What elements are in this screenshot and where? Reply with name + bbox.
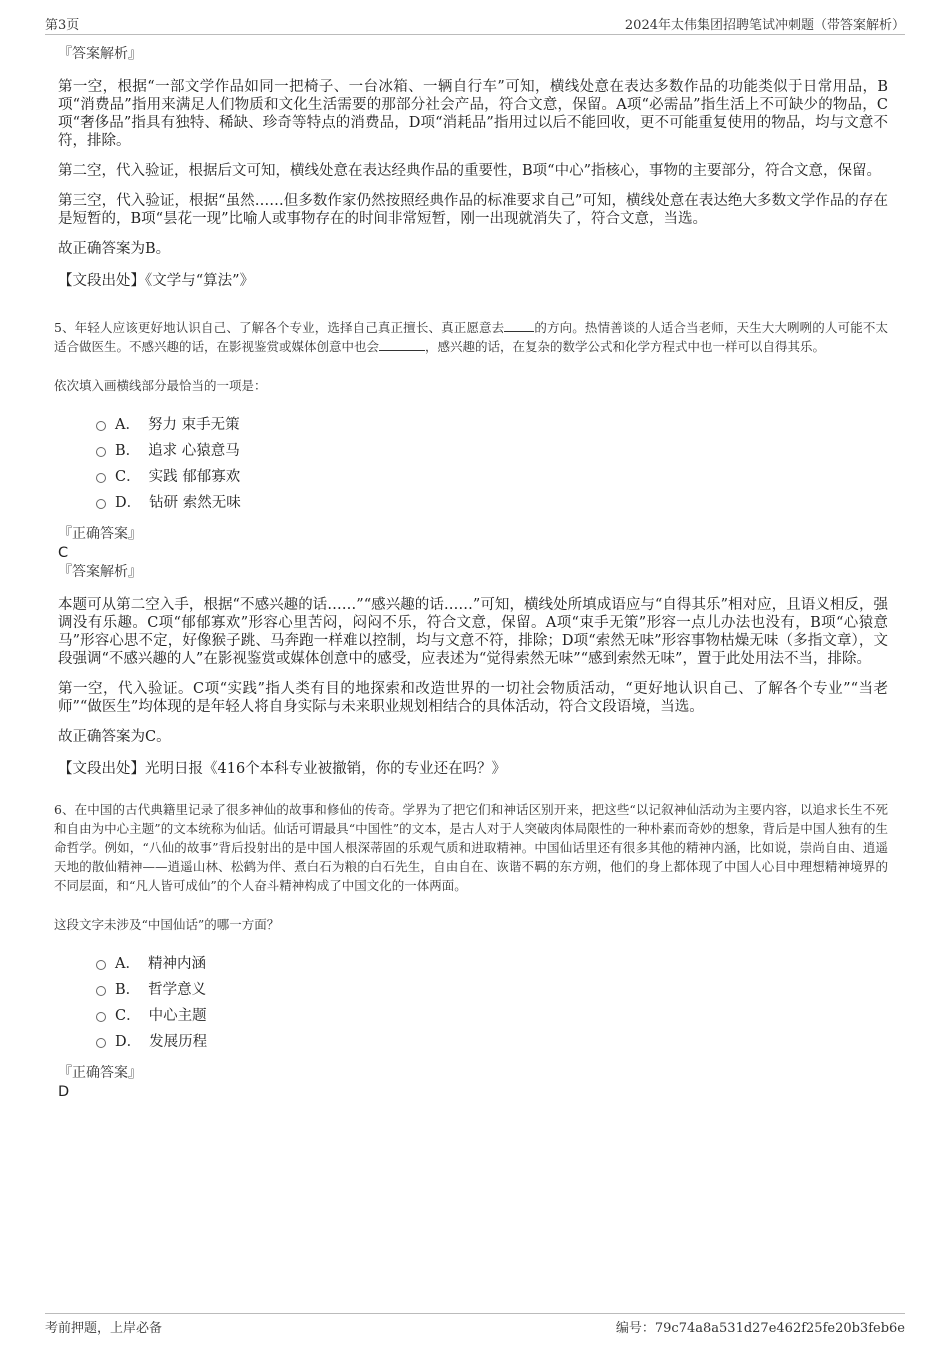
analysis-paragraph: 第一空，代入验证。C项“实践”指人类有目的地探索和改造世界的一切社会物质活动，“更好地认识自己、了解各个专业”“当老师”“做医生”均体现的是年轻人将自身实际与未来职业规划相结合的具体活动，符合文段语境，当选。 — [58, 681, 888, 715]
option-c[interactable]: C． 实践 郁郁寡欢 — [96, 462, 888, 488]
passage-source: 【文段出处】光明日报《416个本科专业被撤销，你的专业还在吗？》 — [58, 761, 507, 777]
document-code: 编号：79c74a8a531d27e462f25fe20b3feb6e — [615, 1321, 905, 1336]
document-title: 2024年太伟集团招聘笔试冲刺题（带答案解析） — [624, 18, 905, 33]
analysis-paragraph: 第三空，代入验证，根据“虽然……但多数作家仍然按照经典作品的标准要求自己”可知，横线处意在表达绝大多数文学作品的存在是短暂的，B项“昙花一现”比喻人或事物存在的时间非常短暂，刚一出现就消失了，符合文意，当选。 — [58, 193, 888, 227]
radio-icon[interactable] — [96, 1012, 106, 1022]
answer-label: 『正确答案』 — [58, 1065, 142, 1081]
analysis-paragraph: 本题可从第二空入手，根据“不感兴趣的话……”“感兴趣的话……”可知，横线处所填成语应与“自得其乐”相对应，且语义相反，强调没有乐趣。C项“郁郁寡欢”形容心里苦闷，闷闷不乐，符合文意，保留。A项“束手无策”形容一点儿办法也没有，B项“心猿意马”形容心思不定，好像猴子跳、马奔跑一样难以控制，均与文意不符，排除；D项“索然无味”形容事物枯燥无味（多指文章），文段强调“不感兴趣的人”在影视鉴赏或媒体创意中的感受，应表述为“觉得索然无味”“感到索然无味”，置于此处用法不当，排除。 — [58, 597, 888, 667]
analysis-label: 『答案解析』 — [58, 564, 142, 580]
conclusion: 故正确答案为C。 — [58, 729, 171, 745]
page-header — [45, 12, 905, 35]
radio-icon[interactable] — [96, 473, 106, 483]
option-c[interactable]: C． 中心主题 — [96, 1001, 888, 1027]
question-prompt: 这段文字未涉及“中国仙话”的哪一方面？ — [54, 917, 280, 932]
answer-label: 『正确答案』 — [58, 526, 142, 542]
radio-icon[interactable] — [96, 421, 106, 431]
correct-answer: D — [58, 1084, 70, 1100]
analysis-paragraph: 第二空，代入验证，根据后文可知，横线处意在表达经典作品的重要性，B项“中心”指核心，事物的主要部分，符合文意，保留。 — [58, 163, 881, 179]
radio-icon[interactable] — [96, 960, 106, 970]
stem-text: 5、年轻人应该更好地认识自己、了解各个专业，选择自己真正擅长、真正愿意去 — [54, 320, 505, 335]
question-stem: 6、在中国的古代典籍里记录了很多神仙的故事和修仙的传奇。学界为了把它们和神话区别开来，把这些“以记叙神仙活动为主要内容，以追求长生不死和自由为中心主题”的文本统称为仙话。仙话可谓最具“中国性”的文本，是古人对于人突破肉体局限性的一种朴素而奇妙的想象，背后是中国人独有的生命哲学。例如，“八仙的故事”背后投射出的是中国人根深蒂固的乐观气质和进取精神。中国仙话里还有很多其他的精神内涵，比如说，崇尚自由、逍遥天地的散仙精神——逍遥山林、松鹤为伴、煮白石为粮的白石先生，自由自在、诙谐不羁的东方朔，他们的身上都体现了中国人心目中理想精神境界的不同层面，和“凡人皆可成仙”的个人奋斗精神构成了中国文化的一体两面。 — [54, 802, 888, 893]
stem-text: 的方向。热情善谈的人适合当老师，天生大大咧咧的人可能不太适合做医生。不感兴趣的话，在影视鉴赏或媒体创意中也会 — [54, 320, 888, 354]
fill-blank — [379, 338, 425, 351]
option-b[interactable]: B． 哲学意义 — [96, 975, 888, 1001]
page-footer — [45, 1313, 905, 1334]
correct-answer: C — [58, 545, 69, 561]
radio-icon[interactable] — [96, 986, 106, 996]
option-a[interactable]: A． 精神内涵 — [96, 949, 888, 975]
conclusion: 故正确答案为B。 — [58, 241, 171, 257]
passage-source: 【文段出处】《文学与“算法”》 — [58, 273, 255, 289]
radio-icon[interactable] — [96, 447, 106, 457]
option-d[interactable]: D． 钻研 索然无味 — [96, 488, 888, 514]
analysis-label: 『答案解析』 — [58, 46, 142, 62]
fill-blank — [504, 319, 534, 332]
question-stem — [54, 318, 888, 356]
option-d[interactable]: D． 发展历程 — [96, 1027, 888, 1053]
question-prompt: 依次填入画横线部分最恰当的一项是： — [54, 378, 267, 393]
page-content — [54, 44, 888, 1101]
option-list — [96, 410, 888, 514]
page-number: 第3页 — [45, 18, 80, 33]
radio-icon[interactable] — [96, 1038, 106, 1048]
option-a[interactable]: A． 努力 束手无策 — [96, 410, 888, 436]
option-list — [96, 949, 888, 1053]
stem-text: ，感兴趣的话，在复杂的数学公式和化学方程式中也一样可以自得其乐。 — [425, 339, 826, 354]
radio-icon[interactable] — [96, 499, 106, 509]
option-b[interactable]: B． 追求 心猿意马 — [96, 436, 888, 462]
footer-slogan: 考前押题，上岸必备 — [45, 1321, 163, 1336]
analysis-paragraph: 第一空，根据“一部文学作品如同一把椅子、一台冰箱、一辆自行车”可知，横线处意在表达多数作品的功能类似于日常用品，B项“消费品”指用来满足人们物质和文化生活需要的那部分社会产品，符合文意，保留。A项“必需品”指生活上不可缺少的物品，C项“奢侈品”指具有独特、稀缺、珍奇等特点的消费品，D项“消耗品”指用过以后不能回收，更不可能重复使用的物品，均与文意不符，排除。 — [58, 79, 888, 149]
